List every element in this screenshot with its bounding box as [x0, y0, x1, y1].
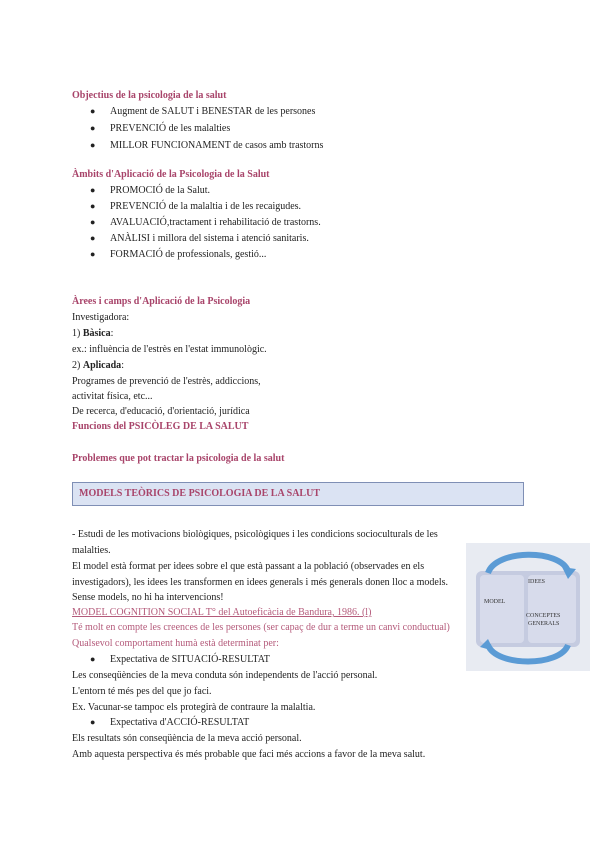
paragraph-line: Ex. Vacunar-se tampoc els protegirà de contraure la malaltia. — [72, 702, 316, 713]
aplicada-text-1: Programes de prevenció de l'estrès, addiccions, — [72, 376, 261, 387]
model-cycle-diagram — [466, 543, 590, 671]
cycle-diagram-graphic — [466, 543, 590, 671]
cycle-arrow-bottom-icon — [488, 645, 568, 662]
aplicada-text-2: activitat física, etc... — [72, 391, 153, 402]
aplicada-line: 2) Aplicada: — [72, 360, 124, 371]
diagram-label-idees: IDEES — [528, 579, 545, 585]
models-heading: MODELS TEÒRICS DE PSICOLOGIA DE LA SALUT — [79, 488, 320, 499]
basica-line: 1) Bàsica: — [72, 328, 114, 339]
diagram-label-conceptes: CONCEPTES — [526, 613, 561, 619]
paragraph-line: Les conseqüències de la meva conduta són independents de l'acció personal. — [72, 670, 378, 681]
cycle-arrow-top-icon — [488, 555, 568, 573]
paragraph-line: Amb aquesta perspectiva és més probable que faci més accions a favor de la meva salut. — [72, 749, 426, 760]
models-heading-box — [72, 482, 524, 506]
paragraph-line: investigadors), les idees les transformen en idees generals i més generals donen lloc a models. — [72, 577, 448, 588]
paragraph-line: Sense models, no hi ha intervencions! — [72, 592, 224, 603]
section1-title: Objectius de la psicologia de la salut — [72, 90, 227, 101]
paragraph-line: Els resultats són conseqüència de la meva acció personal. — [72, 733, 302, 744]
paragraph-line: L'entorn té més pes del que jo faci. — [72, 686, 212, 697]
funcions-title: Funcions del PSICÒLEG DE LA SALUT — [72, 421, 249, 432]
model-link[interactable]: MODEL COGNITION SOCIAL T° del Autoeficàcia de Bandura, 1986. (l) — [72, 607, 372, 618]
investigadora-text: Investigadora: — [72, 312, 130, 323]
pink-note-2: Qualsevol comportament humà està determinat per: — [72, 638, 279, 649]
diagram-label-model: MODEL — [484, 599, 506, 605]
other-areas: De recerca, d'educació, d'orientació, jurídica — [72, 406, 250, 417]
diagram-label-generals: GENERALS — [528, 621, 560, 627]
problemes-title: Problemes que pot tractar la psicologia de la salut — [72, 453, 285, 464]
document-page: Objectius de la psicologia de la salut ● Augment de SALUT i BENESTAR de les persones ● PREVENCIÓ de les malalties ● MILLOR FUNCIONAMENT de casos amb trastorns Àmbits d'Aplicació de la Psicologia de la Salut ● PROMOCIÓ de la Salut. ● PREVENCIÓ de la malaltia i de les recaigudes. ● AVALUACIÓ,tractament i rehabilitació de trastorns. ● ANÀLISI i millora del sistema i atenció sanitaris. ● FORMACIÓ de professionals, gestió... Àrees i camps d'Aplicació de la Psicologia Investigadora: 1) Bàsica: ex.: influència de l'estrès en l'estat immunològic. 2) Aplicada: Programes de prevenció de l'estrès, addiccions, activitat física, etc... De recerca, d'educació, d'orientació, jurídica Funcions del PSICÒLEG DE LA SALUT Problemes que pot tractar la psicologia de la salut MODELS TEÒRICS DE PSICOLOGIA DE LA SALUT - Estudi de les motivacions biològiques, psicològiques i les condicions socioculturals de les malalties. El model està format per idees sobre el que està passant a la població (observades en els investigadors), les idees les transformen en idees generals i més generals donen lloc a models. Sense models, no hi ha intervencions! MODEL COGNITION SOCIAL T° del Autoeficàcia de Bandura, 1986. (l) Té molt en compte les creences de les persones (ser capaç de dur a terme un canvi conductual) Qualsevol comportament humà està determinat per: ● Expectativa de SITUACIÓ-RESULTAT Les conseqüències de la meva conduta són independents de l'acció personal. L'entorn té més pes del que jo faci. Ex. Vacunar-se tampoc els protegirà de contraure la malaltia. ● Expectativa d'ACCIÓ-RESULTAT Els resultats són conseqüència de la meva acció personal. Amb aquesta perspectiva és més probable que faci més accions a favor de la meva salut. MODEL IDEES CONCEPTES GENERALS — [0, 0, 600, 848]
section3-title: Àrees i camps d'Aplicació de la Psicologia — [72, 296, 251, 307]
basica-example: ex.: influència de l'estrès en l'estat immunològic. — [72, 344, 267, 355]
paragraph-line: El model està format per idees sobre el que està passant a la població (observades en els — [72, 561, 425, 572]
paragraph-line: - Estudi de les motivacions biològiques, psicològiques i les condicions socioculturals de les — [72, 529, 438, 540]
paragraph-line: malalties. — [72, 545, 111, 556]
section2-title: Àmbits d'Aplicació de la Psicologia de la Salut — [72, 169, 270, 180]
pink-note-1: Té molt en compte les creences de les persones (ser capaç de dur a terme un canvi conductual) — [72, 622, 450, 633]
